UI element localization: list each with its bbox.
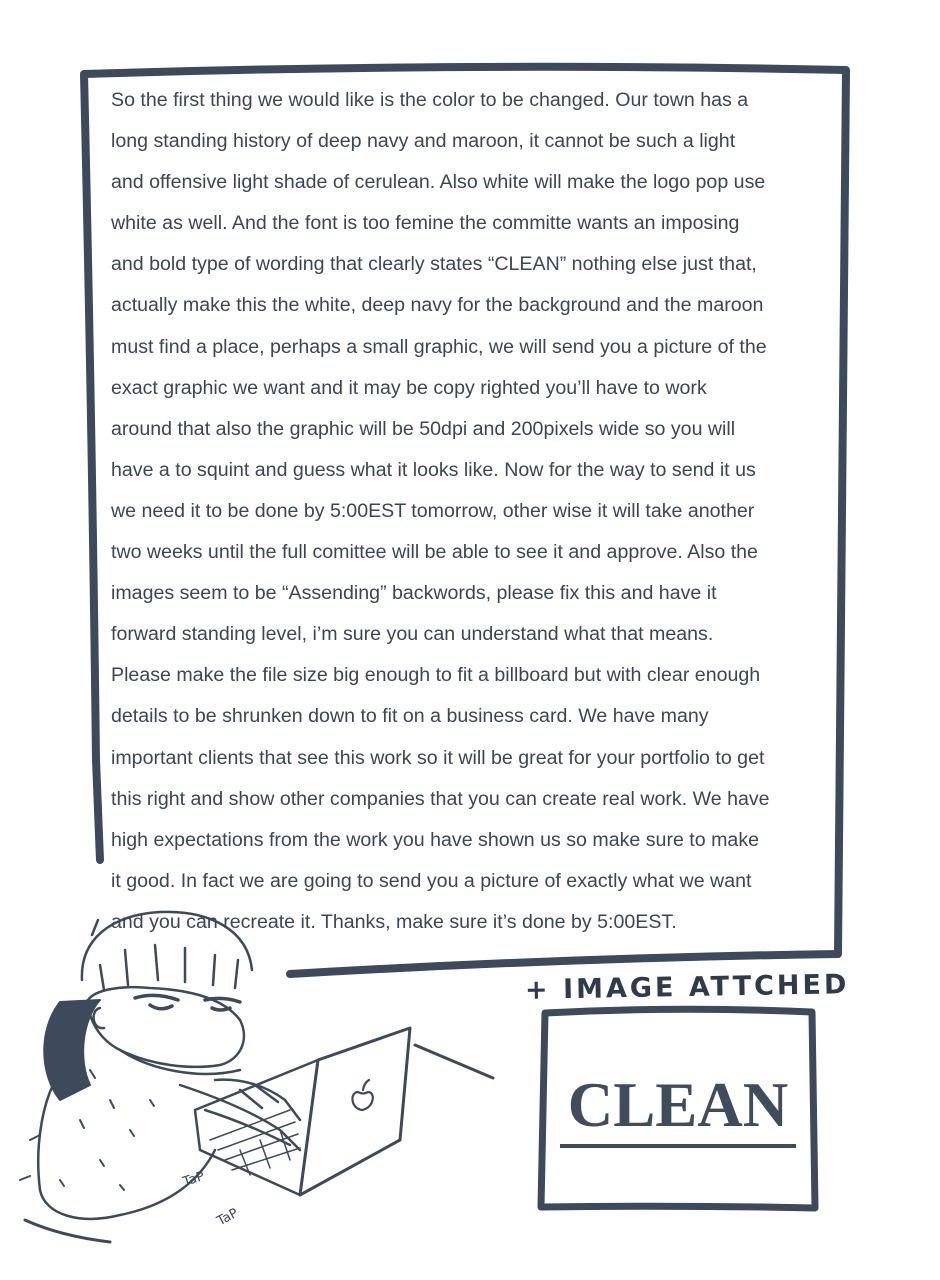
letter-line: and bold type of wording that clearly states “CLEAN” nothing else just that, bbox=[111, 253, 757, 276]
letter-line: we need it to be done by 5:00EST tomorrow, other wise it will take another bbox=[111, 499, 755, 522]
letter-line: have a to squint and guess what it looks like. Now for the way to send it us bbox=[111, 458, 756, 481]
letter-line: high expectations from the work you have shown us so make sure to make bbox=[111, 828, 760, 851]
laptop-screen bbox=[300, 1028, 410, 1195]
eyes bbox=[135, 995, 240, 1010]
letter-line: images seem to be “Assending” backwords, please fix this and have it bbox=[111, 582, 717, 605]
letter-line: exact graphic we want and it may be copy righted you’ll have to work bbox=[111, 376, 707, 399]
ear bbox=[94, 1008, 104, 1028]
laptop-base bbox=[195, 1060, 318, 1195]
letter-line: this right and show other companies that you can create real work. We have bbox=[111, 787, 770, 810]
letter-line: must find a place, perhaps a small graphic, we will send you a picture of the bbox=[111, 335, 767, 358]
letter-line: around that also the graphic will be 50dpi and 200pixels wide so you will bbox=[111, 417, 736, 440]
letter-line: two weeks until the full comittee will be able to see it and approve. Also the bbox=[111, 541, 758, 564]
apple-logo-icon bbox=[352, 1080, 372, 1110]
letter-line: white as well. And the font is too femine the committe wants an imposing bbox=[111, 212, 740, 235]
desk bbox=[25, 1045, 493, 1242]
letter-line: and you can recreate it. Thanks, make sure it’s done by 5:00EST. bbox=[111, 910, 677, 933]
tap-sound-text: TaP bbox=[181, 1169, 207, 1190]
letter-line: important clients that see this work so it will be great for your portfolio to get bbox=[111, 746, 765, 769]
tap-sound-text: TaP bbox=[214, 1205, 241, 1230]
letter-line: and offensive light shade of cerulean. Also white will make the logo pop use bbox=[111, 171, 766, 194]
client-letter bbox=[111, 80, 821, 943]
letter-line: Please make the file size big enough to fit a billboard but with clear enough bbox=[111, 664, 761, 687]
letter-line: actually make this the white, deep navy for the background and the maroon bbox=[111, 294, 764, 317]
letter-line: it good. In fact we are going to send you a picture of exactly what we want bbox=[111, 869, 752, 892]
letter-line: So the first thing we would like is the color to be changed. Our town has a bbox=[111, 89, 749, 111]
clean-logo-text: CLEAN bbox=[560, 1068, 796, 1148]
letter-line: forward standing level, i’m sure you can understand what that means. bbox=[111, 623, 714, 646]
letter-line: details to be shrunken down to fit on a business card. We have many bbox=[111, 705, 709, 728]
letter-line: long standing history of deep navy and maroon, it cannot be such a light bbox=[111, 130, 736, 153]
image-attached-label: + IMAGE ATTCHED bbox=[524, 969, 850, 1006]
